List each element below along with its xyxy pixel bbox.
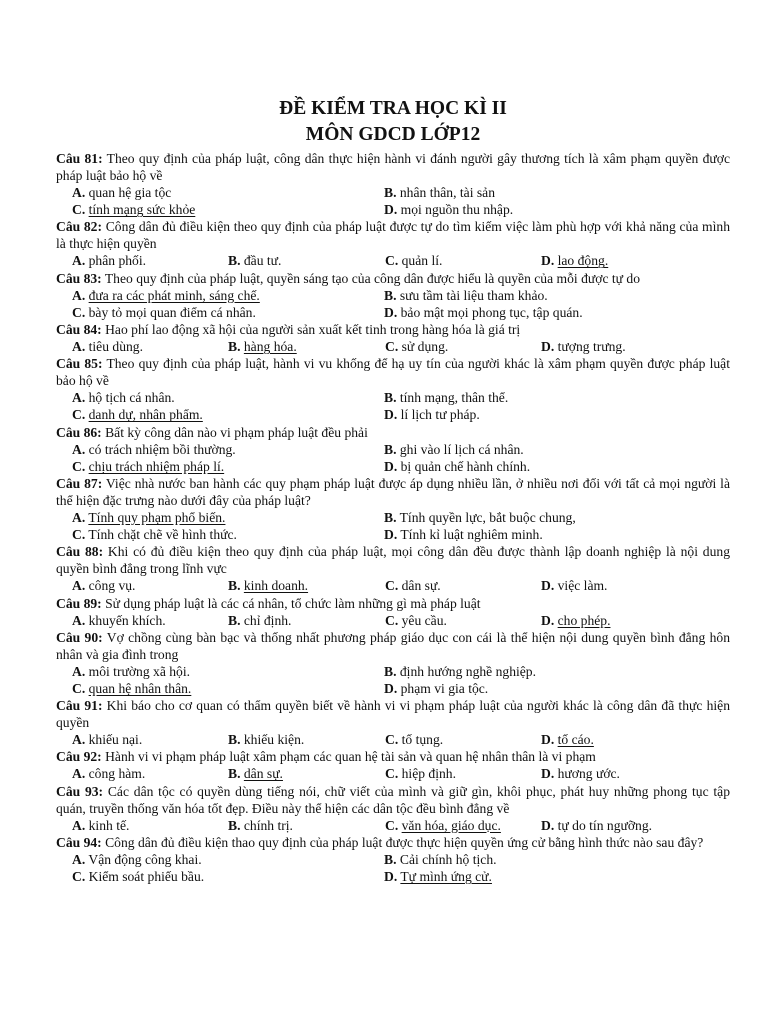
answer-option <box>384 201 730 218</box>
option-letter: B. <box>228 817 241 833</box>
question-stem: Hao phí lao động xã hội của người sản xuất kết tinh trong hàng hóa là giá trị <box>105 322 521 338</box>
answer-option <box>385 765 541 782</box>
answer-option <box>72 680 384 697</box>
answer-options <box>56 184 730 218</box>
question-stem: Theo quy định của pháp luật, quyền sáng tạo của công dân được hiểu là quyền của mỗi được tự do <box>104 270 641 286</box>
answer-option <box>72 817 228 834</box>
answer-option <box>228 252 385 269</box>
answer-option <box>72 663 384 680</box>
answer-option <box>72 526 384 543</box>
answer-option <box>541 817 730 834</box>
answer-option <box>385 612 541 629</box>
answer-option <box>72 184 384 201</box>
question-number: Câu 82: <box>56 219 102 235</box>
option-text: định hướng nghề nghiệp. <box>399 663 537 679</box>
option-text: Tính kỉ luật nghiêm minh. <box>400 527 543 543</box>
option-letter: D. <box>541 817 555 833</box>
question <box>56 543 730 594</box>
answer-option <box>384 526 730 543</box>
question-number: Câu 86: <box>56 424 102 440</box>
option-letter: A. <box>72 578 86 594</box>
answer-option <box>384 851 730 868</box>
answer-option <box>228 765 385 782</box>
option-text: dân sự. <box>243 766 283 782</box>
option-letter: D. <box>384 681 398 697</box>
answer-options <box>56 765 730 782</box>
answer-option <box>384 680 730 697</box>
option-letter: D. <box>541 612 555 628</box>
question <box>56 697 730 748</box>
option-letter: B. <box>228 612 241 628</box>
option-text: phạm vi gia tộc. <box>400 681 489 697</box>
answer-options <box>56 509 730 543</box>
question-number: Câu 87: <box>56 476 103 492</box>
option-letter: A. <box>72 390 86 406</box>
option-text: chính trị. <box>243 817 293 833</box>
option-letter: D. <box>541 732 555 748</box>
option-letter: C. <box>72 869 86 885</box>
option-text: khiếu nại. <box>88 732 143 748</box>
question-text <box>56 475 730 509</box>
question-stem: Công dân đủ điều kiện thao quy định của pháp luật được thực hiện quyền ứng cử bằng hình thức nào sau đây? <box>105 834 704 850</box>
answer-option <box>72 441 384 458</box>
option-text: chỉ định. <box>243 612 292 628</box>
option-text: bảo mật mọi phong tục, tập quán. <box>400 304 583 320</box>
answer-option <box>228 338 385 355</box>
answer-option <box>541 338 730 355</box>
question <box>56 595 730 629</box>
option-text: Tính quyền lực, bắt buộc chung, <box>399 510 576 526</box>
option-letter: D. <box>384 202 398 218</box>
option-letter: D. <box>541 766 555 782</box>
question-text <box>56 748 730 765</box>
exam-subtitle: MÔN GDCD LỚP12 <box>305 124 481 145</box>
question-text <box>56 543 730 577</box>
option-letter: B. <box>228 732 241 748</box>
answer-option <box>384 663 730 680</box>
answer-options <box>56 577 730 594</box>
question-stem: Khi có đủ điều kiện theo quy định của pháp luật, mọi công dân đều được thành lập doanh nghiệp là nội dung quyền bình đẳng trong lĩnh vực <box>56 544 730 577</box>
option-letter: A. <box>72 817 86 833</box>
option-letter: A. <box>72 339 86 355</box>
answer-options <box>56 287 730 321</box>
question-list <box>56 150 730 885</box>
option-letter: C. <box>72 681 86 697</box>
option-text: Kiểm soát phiếu bầu. <box>88 869 205 885</box>
option-letter: B. <box>384 287 397 303</box>
answer-options <box>56 338 730 355</box>
option-text: chịu trách nhiệm pháp lí. <box>88 458 225 474</box>
question-stem: Công dân đủ điều kiện theo quy định của pháp luật được tự do tìm kiếm việc làm phù hợp với khả năng của mình là thực hiện quyền <box>56 219 730 252</box>
question-stem: Việc nhà nước ban hành các quy phạm pháp luật được áp dụng nhiều lần, ở nhiều nơi đối với tất cả mọi người là thể hiện đặc trưng nào dưới đây của pháp luật? <box>56 476 730 509</box>
option-text: văn hóa, giáo dục. <box>401 817 501 833</box>
option-letter: A. <box>72 612 86 628</box>
option-text: dân sự. <box>401 578 441 594</box>
question-number: Câu 83: <box>56 270 102 286</box>
question-text <box>56 834 730 851</box>
question-stem: Sử dụng pháp luật là các cá nhân, tổ chức làm những gì mà pháp luật <box>105 595 481 611</box>
question-stem: Theo quy định của pháp luật, công dân thực hiện hành vi đánh người gây thương tích là xâm phạm quyền được pháp luật bảo hộ về <box>56 151 730 183</box>
answer-option <box>541 765 730 782</box>
question-text <box>56 697 730 731</box>
question <box>56 321 730 355</box>
option-text: Vận động công khai. <box>88 851 202 867</box>
option-letter: B. <box>384 663 397 679</box>
option-letter: D. <box>384 458 398 474</box>
answer-option <box>385 817 541 834</box>
option-letter: A. <box>72 663 86 679</box>
answer-option <box>72 304 384 321</box>
answer-options <box>56 663 730 697</box>
option-text: công vụ. <box>88 578 136 594</box>
answer-options <box>56 389 730 423</box>
question-number: Câu 92: <box>56 749 102 765</box>
answer-option <box>384 389 730 406</box>
option-letter: A. <box>72 253 86 269</box>
option-letter: A. <box>72 287 86 303</box>
option-text: tố cáo. <box>557 732 594 748</box>
option-letter: C. <box>72 527 86 543</box>
option-text: khiếu kiện. <box>243 732 305 748</box>
answer-option <box>228 817 385 834</box>
option-letter: C. <box>385 578 399 594</box>
option-letter: B. <box>228 253 241 269</box>
option-letter: C. <box>385 612 399 628</box>
question-text <box>56 218 730 252</box>
option-text: tính mạng, thân thể. <box>399 390 509 406</box>
question-number: Câu 84: <box>56 322 102 338</box>
option-text: quản lí. <box>401 253 443 269</box>
question-text <box>56 629 730 663</box>
question-number: Câu 88: <box>56 544 104 560</box>
option-letter: D. <box>384 527 398 543</box>
question-number: Câu 85: <box>56 356 103 372</box>
option-letter: D. <box>384 407 398 423</box>
option-letter: B. <box>384 390 397 406</box>
option-letter: B. <box>228 339 241 355</box>
answer-option <box>541 731 730 748</box>
question-number: Câu 89: <box>56 595 102 611</box>
answer-option <box>72 765 228 782</box>
option-text: nhân thân, tài sản <box>399 185 496 200</box>
question <box>56 834 730 885</box>
option-letter: B. <box>228 766 241 782</box>
option-letter: C. <box>385 339 399 355</box>
question <box>56 270 730 321</box>
option-letter: C. <box>385 817 399 833</box>
answer-option <box>541 252 730 269</box>
answer-option <box>228 731 385 748</box>
option-letter: A. <box>72 510 86 526</box>
option-text: phân phối. <box>88 253 147 269</box>
answer-option <box>72 577 228 594</box>
option-text: tính mạng sức khỏe <box>88 202 196 218</box>
option-text: tiêu dùng. <box>88 339 143 355</box>
option-letter: B. <box>384 185 397 200</box>
answer-options <box>56 851 730 885</box>
answer-option <box>228 577 385 594</box>
option-letter: A. <box>72 441 86 457</box>
option-letter: C. <box>385 766 399 782</box>
answer-option <box>384 509 730 526</box>
option-letter: C. <box>72 304 86 320</box>
option-text: lí lịch tư pháp. <box>400 407 480 423</box>
option-text: hương ước. <box>557 766 620 782</box>
option-letter: B. <box>384 441 397 457</box>
option-letter: C. <box>72 407 86 423</box>
option-text: tự do tín ngưỡng. <box>557 817 653 833</box>
option-text: sưu tầm tài liệu tham khảo. <box>399 287 548 303</box>
answer-option <box>385 731 541 748</box>
question <box>56 150 730 218</box>
option-text: mọi nguồn thu nhập. <box>400 202 514 218</box>
answer-option <box>384 287 730 304</box>
answer-option <box>384 458 730 475</box>
answer-option <box>385 252 541 269</box>
question <box>56 424 730 475</box>
answer-option <box>72 252 228 269</box>
option-text: việc làm. <box>557 578 608 594</box>
question <box>56 355 730 423</box>
answer-option <box>384 441 730 458</box>
option-text: bị quản chế hành chính. <box>400 458 531 474</box>
option-text: công hàm. <box>88 766 146 782</box>
answer-option <box>72 612 228 629</box>
option-letter: A. <box>72 185 86 200</box>
option-text: Tự mình ứng cử. <box>400 869 492 885</box>
question-number: Câu 94: <box>56 834 102 850</box>
answer-options <box>56 252 730 269</box>
question-stem: Vợ chồng cùng bàn bạc và thống nhất phương pháp giáo dục con cái là thể hiện nội dung quyền bình đẳng hôn nhân và gia đình trong <box>56 629 730 662</box>
question-stem: Theo quy định của pháp luật, hành vi vu khống để hạ uy tín của người khác là xâm phạm quyền được pháp luật bảo hộ về <box>56 356 730 389</box>
option-text: có trách nhiệm bồi thường. <box>88 441 236 457</box>
answer-options <box>56 731 730 748</box>
question-number: Câu 90: <box>56 629 103 645</box>
option-text: kinh tế. <box>88 817 130 833</box>
question-number: Câu 93: <box>56 783 104 799</box>
option-text: hàng hóa. <box>243 339 297 355</box>
answer-option <box>72 458 384 475</box>
question-number: Câu 91: <box>56 698 103 714</box>
option-text: ghi vào lí lịch cá nhân. <box>399 441 524 457</box>
question-text <box>56 424 730 441</box>
option-letter: A. <box>72 732 86 748</box>
question-number: Câu 81: <box>56 151 103 166</box>
answer-options <box>56 441 730 475</box>
question-text <box>56 270 730 287</box>
option-text: cho phép. <box>557 612 611 628</box>
option-text: Tính chặt chẽ về hình thức. <box>88 527 237 543</box>
answer-option <box>228 612 385 629</box>
option-letter: C. <box>385 732 399 748</box>
option-letter: D. <box>384 869 398 885</box>
answer-option <box>72 338 228 355</box>
option-letter: C. <box>72 202 86 218</box>
answer-option <box>72 389 384 406</box>
option-text: đầu tư. <box>243 253 282 269</box>
option-text: quan hệ gia tộc <box>88 185 172 200</box>
option-text: hiệp định. <box>401 766 456 782</box>
answer-option <box>385 577 541 594</box>
answer-option <box>384 868 730 885</box>
question-text <box>56 321 730 338</box>
option-letter: D. <box>541 578 555 594</box>
answer-option <box>72 731 228 748</box>
question-text <box>56 355 730 389</box>
question-stem: Khi báo cho cơ quan có thẩm quyền biết về hành vi vi phạm pháp luật của người khác là công dân đã thực hiện quyền <box>56 698 730 731</box>
option-letter: D. <box>541 253 555 269</box>
answer-option <box>385 338 541 355</box>
option-text: sử dụng. <box>401 339 449 355</box>
question-text <box>56 783 730 817</box>
answer-option <box>541 577 730 594</box>
question <box>56 475 730 543</box>
question <box>56 218 730 269</box>
exam-title: ĐỀ KIỂM TRA HỌC KÌ II <box>279 98 507 119</box>
option-letter: B. <box>384 851 397 867</box>
answer-option <box>72 406 384 423</box>
option-text: danh dự, nhân phẩm. <box>88 407 203 423</box>
option-text: yêu cầu. <box>401 612 447 628</box>
question-stem: Hành vi vi phạm pháp luật xâm phạm các quan hệ tài sản và quan hệ nhân thân là vi phạm <box>105 749 596 765</box>
question-text <box>56 150 730 184</box>
option-text: Tính quy phạm phổ biến. <box>88 510 226 526</box>
option-text: bày tỏ mọi quan điểm cá nhân. <box>88 304 256 320</box>
option-text: kinh doanh. <box>243 578 309 594</box>
option-text: đưa ra các phát minh, sáng chế. <box>88 287 260 303</box>
option-letter: B. <box>228 578 241 594</box>
answer-option <box>72 287 384 304</box>
option-text: tố tụng. <box>401 732 444 748</box>
answer-option <box>72 851 384 868</box>
answer-option <box>541 612 730 629</box>
option-text: lao động. <box>557 253 609 269</box>
option-text: quan hệ nhân thân. <box>88 681 192 697</box>
option-letter: A. <box>72 766 86 782</box>
option-text: hộ tịch cá nhân. <box>88 390 175 406</box>
question <box>56 748 730 782</box>
answer-options <box>56 612 730 629</box>
answer-option <box>384 406 730 423</box>
option-letter: D. <box>541 339 555 355</box>
option-letter: D. <box>384 304 398 320</box>
question-stem: Các dân tộc có quyền dùng tiếng nói, chữ viết của mình và giữ gìn, khôi phục, phát huy những phong tục tập quán, truyền thống văn hóa tốt đẹp. Điều này thể hiện các dân tộc đều bình đẳng về <box>56 783 730 816</box>
answer-option <box>384 304 730 321</box>
question-stem: Bất kỳ công dân nào vi phạm pháp luật đều phải <box>105 424 368 440</box>
answer-option <box>72 509 384 526</box>
answer-option <box>384 184 730 201</box>
question <box>56 783 730 834</box>
option-text: khuyến khích. <box>88 612 166 628</box>
option-letter: B. <box>384 510 397 526</box>
option-letter: C. <box>385 253 399 269</box>
option-letter: C. <box>72 458 86 474</box>
option-text: môi trường xã hội. <box>88 663 191 679</box>
answer-options <box>56 817 730 834</box>
option-letter: A. <box>72 851 86 867</box>
option-text: Cải chính hộ tịch. <box>399 851 497 867</box>
question-text <box>56 595 730 612</box>
answer-option <box>72 201 384 218</box>
question <box>56 629 730 697</box>
option-text: tượng trưng. <box>557 339 626 355</box>
answer-option <box>72 868 384 885</box>
